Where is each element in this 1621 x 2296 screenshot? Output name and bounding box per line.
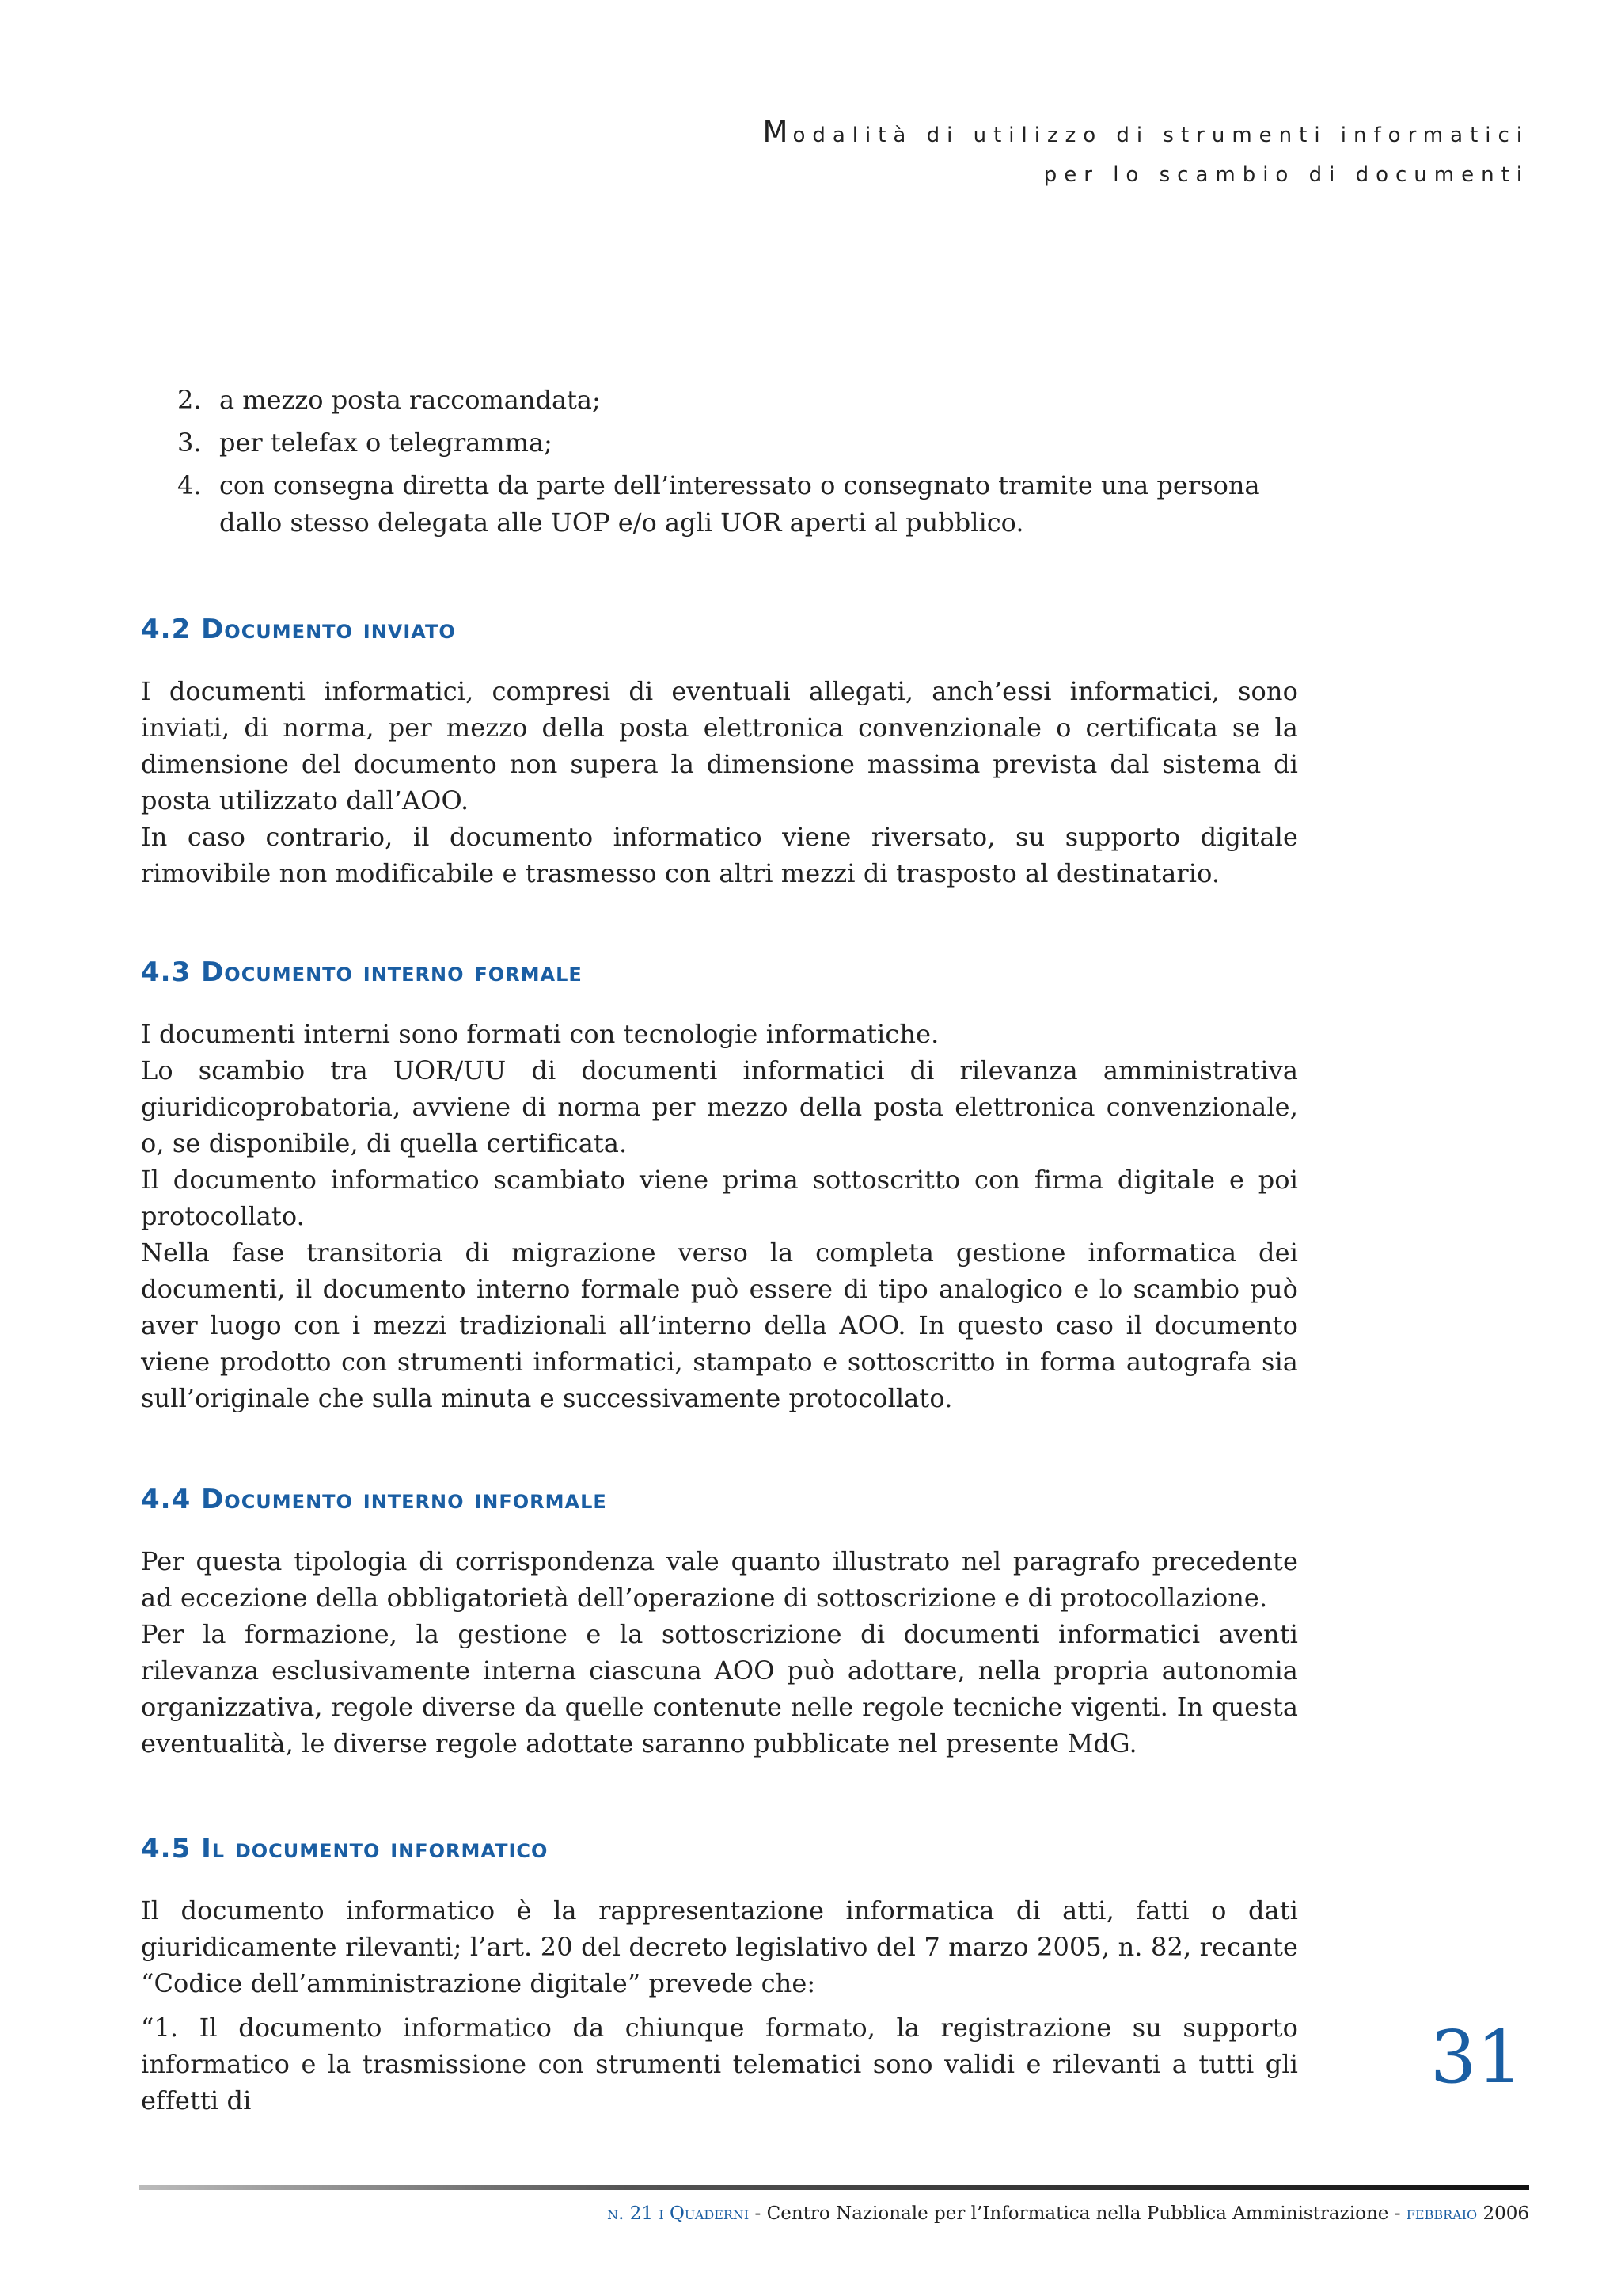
list-item-text: per telefax o telegramma; [219,428,552,458]
footer-issue: n. 21 i Quaderni [607,2203,750,2224]
header-line-1-text: odalità di utilizzo di strumenti informatici [792,124,1529,147]
delivery-method-list [141,382,1298,542]
continued-list-block [141,382,1298,547]
paragraph: I documenti informatici, compresi di eventuali allegati, anch’essi informatici, sono inviati, di norma, per mezzo della posta elettronica convenzionale o certificata se la dimensione del documento non supera la dimensione massima prevista dal sistema di posta utilizzato dall’AOO. [141,676,1298,815]
section-heading: 4.3 Documento interno formale [141,956,583,988]
footer-separator: - [749,2203,767,2224]
footer-rule [139,2185,1529,2190]
list-item-number: 2. [177,385,202,415]
running-header-line-2: per lo scambio di documenti [1043,163,1529,187]
paragraph: Per questa tipologia di corrispondenza vale quanto illustrato nel paragrafo precedente ad eccezione della obbligatorietà dell’operazione di sottoscrizione e di protocollazione. [141,1546,1298,1613]
paragraph: In caso contrario, il documento informatico viene riversato, su supporto digitale rimovibile non modificabile e trasmesso con altri mezzi di trasposto al destinatario. [141,822,1298,888]
section-4-3 [141,952,1298,1416]
list-item [141,424,1298,462]
footer-publisher: Centro Nazionale per l’Informatica nella Pubblica Amministrazione [766,2203,1389,2224]
paragraph: Per la formazione, la gestione e la sottoscrizione di documenti informatici aventi rilevanza esclusivamente interna ciascuna AOO può adottare, nella propria autonomia organizzativa, regole diverse da quelle contenute nelle regole tecniche vigenti. In questa eventualità, le diverse regole adottate saranno pubblicate nel presente MdG. [141,1619,1298,1758]
list-item-text: con consegna diretta da parte dell’interessato o consegnato tramite una persona dallo stesso delegata alle UOP e/o agli UOR aperti al pubblico. [219,470,1260,538]
running-header [763,112,1530,195]
section-4-5 [141,1829,1298,2119]
section-heading: 4.2 Documento inviato [141,614,456,645]
list-item-text: a mezzo posta raccomandata; [219,385,601,415]
list-item [141,467,1298,542]
footer-separator: - [1388,2203,1407,2224]
quoted-paragraph: “1. Il documento informatico da chiunque formato, la registrazione su supporto informatico e la trasmissione con strumenti telematici sono validi e rilevanti a tutti gli effetti di [141,2013,1298,2115]
footer [607,2203,1529,2224]
section-heading: 4.4 Documento interno informale [141,1484,607,1515]
paragraph: Il documento informatico è la rappresentazione informatica di atti, fatti o dati giuridicamente rilevanti; l’art. 20 del decreto legislativo del 7 marzo 2005, n. 82, recante “Codice dell’amministrazione digitale” prevede che: [141,1895,1298,1998]
paragraph: Nella fase transitoria di migrazione verso la completa gestione informatica dei documenti, il documento interno formale può essere di tipo analogico e lo scambio può aver luogo con i mezzi tradizionali all’interno della AOO. In questo caso il documento viene prodotto con strumenti informatici, stampato e sottoscritto in forma autografa sia sull’originale che sulla minuta e successivamente protocollato. [141,1237,1298,1413]
list-item-number: 4. [177,470,202,500]
section-heading: 4.5 Il documento informatico [141,1833,549,1865]
footer-year: 2006 [1477,2203,1529,2224]
page-number: 31 [1429,2015,1523,2100]
list-item-number: 3. [177,428,202,458]
section-4-2 [141,610,1298,891]
header-initial: M [762,115,793,149]
paragraph: I documenti interni sono formati con tecnologie informatiche. [141,1019,940,1049]
section-4-4 [141,1480,1298,1762]
list-item [141,382,1298,419]
footer-month: febbraio [1406,2203,1478,2224]
running-header-line-1 [763,112,1530,155]
paragraph: Il documento informatico scambiato viene prima sottoscritto con firma digitale e poi protocollato. [141,1165,1298,1231]
paragraph: Lo scambio tra UOR/UU di documenti informatici di rilevanza amministrativa giuridicoprobatoria, avviene di norma per mezzo della posta elettronica convenzionale, o, se disponibile, di quella certificata. [141,1055,1298,1158]
